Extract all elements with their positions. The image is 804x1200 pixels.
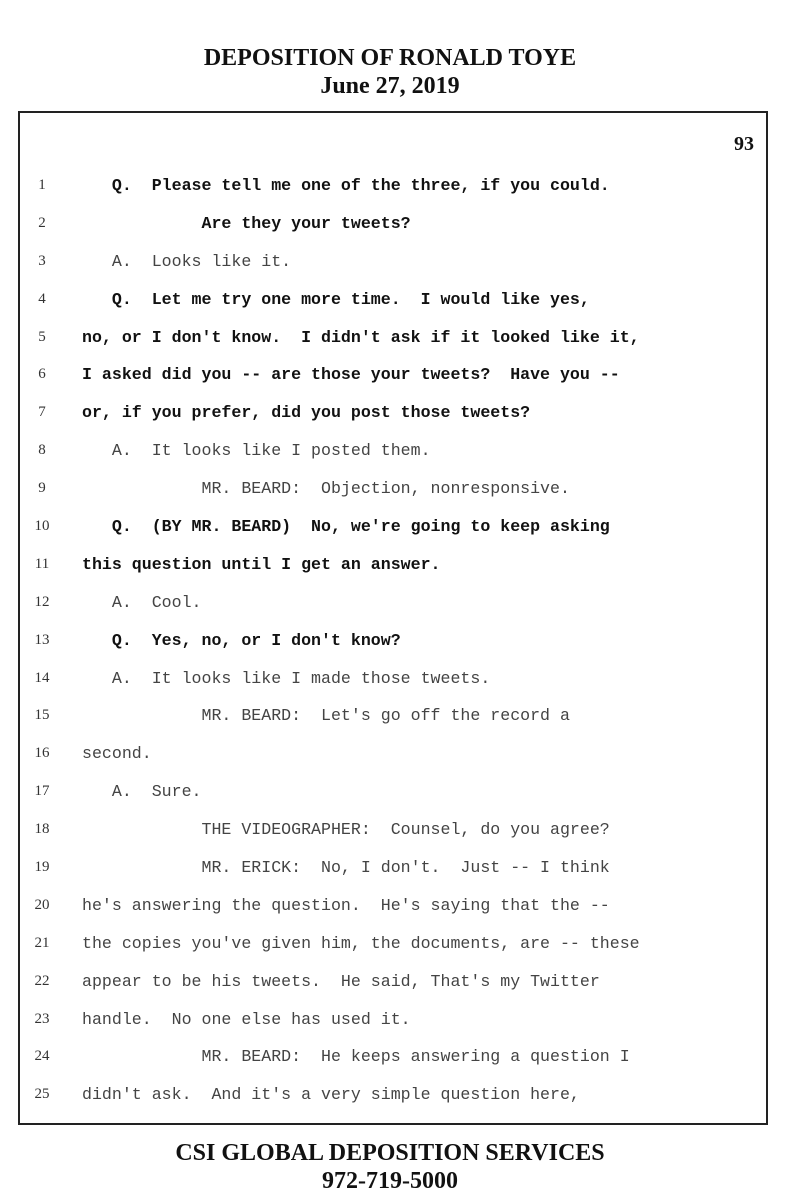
line-text: Q. Let me try one more time. I would like yes, (82, 289, 590, 309)
line-text: handle. No one else has used it. (82, 1009, 411, 1029)
line-number: 11 (34, 555, 50, 572)
line-number: 4 (38, 290, 46, 307)
line-text: appear to be his tweets. He said, That's my Twitter (82, 971, 600, 991)
line-text: A. Cool. (82, 592, 202, 612)
line-number: 10 (34, 518, 50, 535)
line-text: he's answering the question. He's saying that the -- (82, 895, 610, 915)
line-number: 7 (38, 404, 46, 421)
line-text: A. It looks like I made those tweets. (82, 668, 491, 688)
transcript-line (20, 963, 766, 1001)
transcript-line (20, 584, 766, 622)
line-text: Q. (BY MR. BEARD) No, we're going to keep asking (82, 517, 610, 537)
transcript-line (20, 356, 766, 394)
line-text: A. It looks like I posted them. (82, 441, 431, 461)
transcript-line (20, 432, 766, 470)
line-number: 5 (38, 328, 46, 345)
line-number: 1 (38, 177, 46, 193)
line-number: 21 (34, 934, 50, 951)
line-number: 19 (34, 859, 50, 876)
line-number: 15 (34, 707, 50, 724)
transcript-line (20, 281, 766, 319)
line-text: Q. Yes, no, or I don't know? (82, 630, 401, 650)
document-footer (0, 1139, 780, 1195)
transcript-line (20, 1038, 766, 1076)
line-number: 20 (34, 896, 50, 913)
document-header (0, 44, 780, 100)
line-text: no, or I don't know. I didn't ask if it looked like it, (82, 327, 640, 347)
transcript-line (20, 925, 766, 963)
transcript-line (20, 319, 766, 357)
line-number: 6 (38, 366, 46, 383)
line-text: MR. BEARD: He keeps answering a question I (82, 1047, 630, 1067)
line-number: 14 (34, 669, 50, 686)
transcript-line (20, 887, 766, 925)
line-number: 3 (38, 252, 46, 269)
line-text: MR. ERICK: No, I don't. Just -- I think (82, 858, 610, 878)
company-phone: 972-719-5000 (322, 1168, 458, 1194)
line-number: 22 (34, 972, 50, 989)
transcript-line (20, 1076, 766, 1114)
line-number: 24 (34, 1048, 50, 1065)
line-text: I asked did you -- are those your tweets? Have you -- (82, 365, 620, 385)
line-text: or, if you prefer, did you post those tweets? (82, 403, 531, 423)
line-text: second. (82, 744, 152, 764)
transcript-line (20, 811, 766, 849)
transcript-line (20, 167, 766, 205)
company-name: CSI GLOBAL DEPOSITION SERVICES (175, 1140, 605, 1166)
line-text: MR. BEARD: Objection, nonresponsive. (82, 479, 570, 499)
transcript-line (20, 508, 766, 546)
line-number: 12 (34, 593, 50, 610)
line-number: 2 (38, 214, 46, 231)
transcript-line (20, 697, 766, 735)
transcript-line (20, 735, 766, 773)
line-text: A. Looks like it. (82, 251, 292, 271)
transcript-line (20, 849, 766, 887)
line-text: Q. Please tell me one of the three, if you could. (82, 176, 610, 195)
transcript-lines (20, 167, 766, 1114)
line-text: Are they your tweets? (82, 213, 411, 233)
transcript-line (20, 1001, 766, 1039)
transcript-line (20, 660, 766, 698)
line-number: 13 (34, 631, 50, 648)
transcript-line (20, 470, 766, 508)
transcript-line (20, 546, 766, 584)
line-text: A. Sure. (82, 782, 202, 802)
line-number: 17 (34, 783, 50, 800)
transcript-line (20, 243, 766, 281)
transcript-page (18, 111, 768, 1125)
transcript-line (20, 394, 766, 432)
line-text: didn't ask. And it's a very simple question here, (82, 1085, 580, 1105)
line-number: 25 (34, 1086, 50, 1103)
line-text: this question until I get an answer. (82, 554, 441, 574)
line-text: THE VIDEOGRAPHER: Counsel, do you agree? (82, 820, 610, 840)
line-number: 18 (34, 821, 50, 838)
line-text: MR. BEARD: Let's go off the record a (82, 706, 570, 726)
page-number: 93 (734, 133, 754, 155)
line-number: 8 (38, 442, 46, 459)
deposition-title: DEPOSITION OF RONALD TOYE (203, 45, 577, 71)
deposition-date: June 27, 2019 (320, 73, 460, 99)
transcript-line (20, 622, 766, 660)
line-number: 16 (34, 745, 50, 762)
transcript-line (20, 773, 766, 811)
line-number: 23 (34, 1010, 50, 1027)
transcript-line (20, 205, 766, 243)
line-number: 9 (38, 480, 46, 497)
line-text: the copies you've given him, the documents, are -- these (82, 933, 640, 953)
